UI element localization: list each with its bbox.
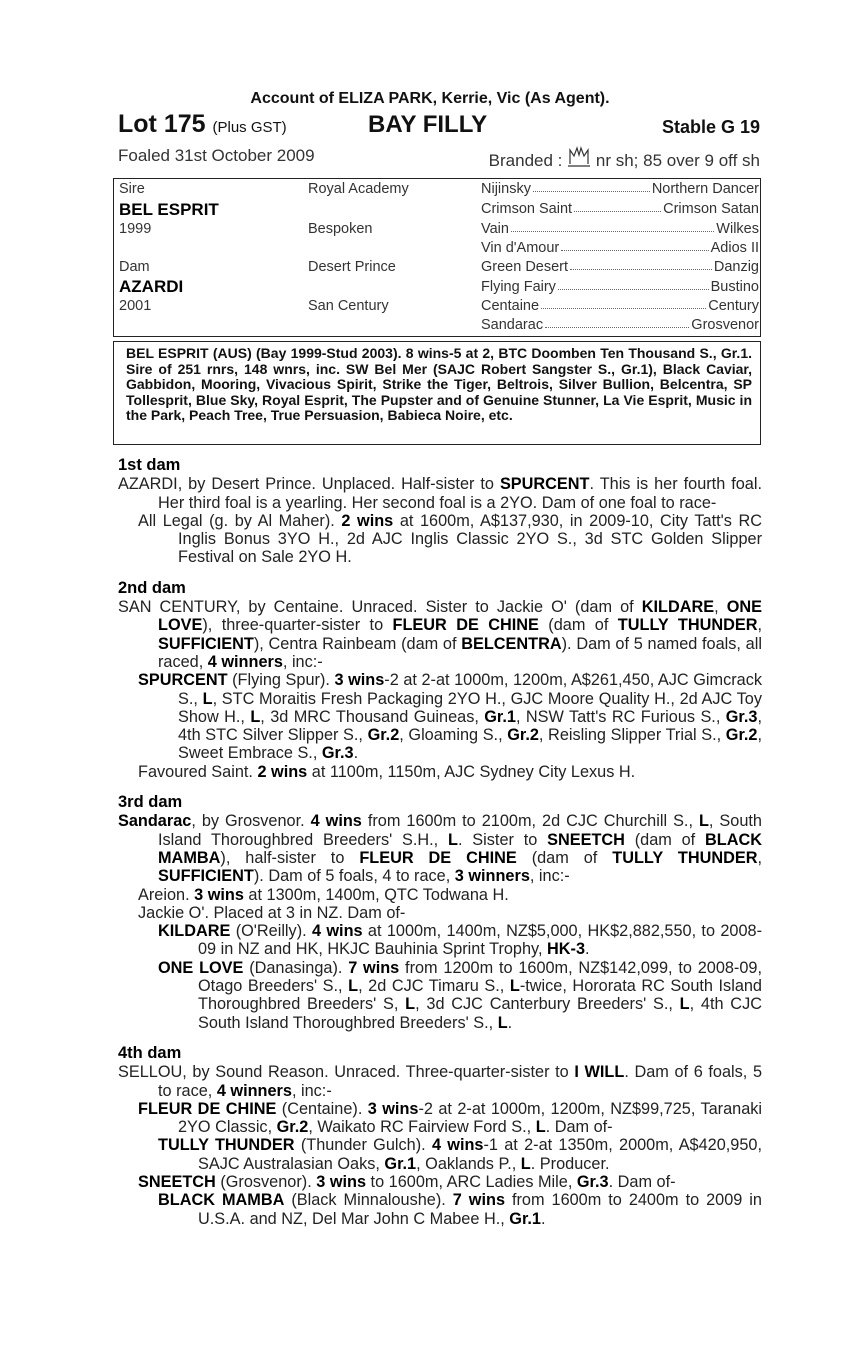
bold-text: 3 wins bbox=[334, 671, 385, 690]
bold-text: 2 wins bbox=[341, 511, 394, 530]
entry-text: , inc:- bbox=[291, 1081, 332, 1100]
family-entry bbox=[118, 1100, 762, 1137]
branded-label: Branded : bbox=[488, 151, 563, 170]
bold-text: L bbox=[509, 977, 520, 996]
entry-text: -2 at 2-at 1000m, 1200m, NZ$99,725, Taranaki 2YO Classic, bbox=[178, 1099, 763, 1137]
g3-left: Vain bbox=[481, 221, 509, 237]
entry-text: , South Island Thoroughbred Breeders' S.H., bbox=[158, 812, 762, 849]
entry-text: from 1200m to 1600m, NZ$142,099, to 2008-09, Otago Breeders' S., bbox=[198, 958, 762, 996]
bold-text: Gr.2 bbox=[507, 726, 539, 745]
entry-text: -2 at 2-at 1000m, 1200m, A$261,450, AJC Gimcrack S., bbox=[178, 671, 762, 708]
entry-text: . Dam of- bbox=[545, 1118, 613, 1137]
foaled-date: Foaled 31st October 2009 bbox=[118, 146, 315, 165]
entry-text: , bbox=[714, 598, 727, 617]
family-entry bbox=[118, 1191, 762, 1228]
entry-text: . bbox=[540, 1209, 546, 1228]
pedigree-g3-row bbox=[481, 298, 759, 314]
bold-text: BLACK MAMBA bbox=[158, 830, 762, 867]
entry-text: , NSW Tatt's RC Furious S., bbox=[515, 707, 726, 726]
bold-text: 4 winners bbox=[216, 1081, 292, 1100]
bold-text: L bbox=[535, 1118, 546, 1137]
entry-text: , Gloaming S., bbox=[399, 726, 508, 745]
g3-right: Wilkes bbox=[716, 221, 759, 237]
g3-left: Green Desert bbox=[481, 259, 569, 275]
entry-text: . Dam of 6 foals, 5 to race, bbox=[158, 1063, 763, 1100]
entry-text: , inc:- bbox=[282, 652, 323, 671]
entry-text: at 1000m, 1400m, NZ$5,000, HK$2,882,550, to 2008-09 in NZ and HK, HKJC Bauhinia Sprint Trophy, bbox=[198, 922, 762, 959]
entry-text: (dam of bbox=[538, 616, 618, 635]
entry-text: (Black Minnaloushe). bbox=[284, 1191, 453, 1210]
entry-text: , 3d MRC Thousand Guineas, bbox=[260, 707, 485, 726]
bold-text: Sandarac bbox=[118, 812, 192, 831]
entry-text: , by Grosvenor. bbox=[191, 812, 311, 831]
entry-text: AZARDI, by Desert Prince. Unplaced. Half-sister to bbox=[118, 475, 500, 494]
entry-text: , STC Moraitis Fresh Packaging 2YO H., GJC Moore Quality H., 2d AJC Toy Show H., bbox=[178, 689, 762, 726]
entry-text: , bbox=[757, 616, 762, 635]
entry-text: . bbox=[507, 1013, 513, 1032]
g3-left: Crimson Saint bbox=[481, 201, 573, 217]
entry-text: Areion. bbox=[138, 885, 195, 904]
branded-marks: nr sh; 85 over 9 off sh bbox=[595, 151, 760, 170]
bold-text: SUFFICIENT bbox=[158, 867, 254, 886]
sire-year: 1999 bbox=[119, 221, 152, 237]
entry-text: ), half-sister to bbox=[220, 848, 360, 867]
family-entry bbox=[118, 886, 762, 904]
dam-sire: Desert Prince bbox=[308, 259, 396, 275]
entry-text: . bbox=[353, 744, 359, 763]
bold-text: BELCENTRA bbox=[461, 634, 562, 653]
bold-text: 3 wins bbox=[367, 1099, 419, 1118]
bold-text: 3 wins bbox=[194, 885, 244, 904]
dam-name: AZARDI bbox=[119, 277, 184, 296]
bold-text: L bbox=[679, 995, 690, 1014]
bold-text: L bbox=[448, 830, 458, 849]
entry-text: at 1300m, 1400m, QTC Todwana H. bbox=[243, 885, 509, 904]
g3-right: Bustino bbox=[710, 279, 759, 295]
g3-right: Crimson Satan bbox=[663, 201, 759, 217]
entry-text: , 3d CJC Canterbury Breeders' S., bbox=[415, 995, 680, 1014]
g3-right: Century bbox=[708, 298, 759, 314]
g3-left: Centaine bbox=[481, 298, 540, 314]
bold-text: 4 winners bbox=[207, 652, 283, 671]
dam-section-heading: 3rd dam bbox=[118, 793, 183, 812]
family-entry bbox=[118, 959, 762, 1032]
dam-year: 2001 bbox=[119, 298, 152, 314]
pedigree-g3-row bbox=[481, 221, 759, 237]
vendor-line: Account of ELIZA PARK, Kerrie, Vic (As Agent). bbox=[250, 90, 610, 107]
entry-text: ). Dam of 5 named foals, all raced, bbox=[158, 634, 762, 671]
bold-text: L bbox=[348, 977, 359, 996]
sire-label: Sire bbox=[119, 181, 145, 197]
g3-right: Northern Dancer bbox=[651, 181, 759, 197]
g3-left: Sandarac bbox=[481, 317, 544, 333]
entry-text: . bbox=[585, 940, 590, 959]
dam-section-heading: 2nd dam bbox=[118, 578, 186, 597]
dam-dam: San Century bbox=[308, 298, 389, 314]
bold-text: 4 wins bbox=[431, 1136, 484, 1155]
bold-text: 4 wins bbox=[311, 922, 363, 941]
crown-brand-icon bbox=[567, 146, 591, 168]
pedigree-table bbox=[113, 178, 761, 337]
bold-text: ONE LOVE bbox=[158, 598, 762, 635]
bold-text: KILDARE bbox=[641, 598, 715, 617]
bold-text: SNEETCH bbox=[138, 1172, 216, 1191]
entry-text: (Centaine). bbox=[276, 1099, 368, 1118]
bold-text: Gr.1 bbox=[509, 1209, 541, 1228]
branded-info bbox=[489, 146, 760, 171]
bold-text: L bbox=[520, 1154, 531, 1173]
g3-left: Vin d'Amour bbox=[481, 240, 560, 256]
pedigree-g3-row bbox=[481, 201, 759, 217]
entry-text: (Grosvenor). bbox=[215, 1172, 317, 1191]
family-entry bbox=[118, 922, 762, 959]
dam-section-heading: 1st dam bbox=[118, 456, 181, 474]
family-entry bbox=[118, 1173, 762, 1191]
bold-text: KILDARE bbox=[158, 922, 231, 941]
bold-text: FLEUR DE CHINE bbox=[359, 848, 517, 867]
bold-text: 2 wins bbox=[257, 762, 308, 781]
sire-dam: Bespoken bbox=[308, 221, 373, 237]
bold-text: Gr.1 bbox=[384, 1154, 417, 1173]
stable-location: Stable G 19 bbox=[661, 117, 760, 137]
lot-gst-note: (Plus GST) bbox=[212, 119, 287, 136]
bold-text: L bbox=[202, 689, 213, 708]
bold-text: L bbox=[250, 707, 261, 726]
entry-text: , inc:- bbox=[529, 867, 570, 886]
bold-text: SPURCENT bbox=[138, 671, 228, 690]
entry-text: (dam of bbox=[516, 848, 613, 867]
g3-left: Flying Fairy bbox=[481, 279, 556, 295]
entry-text: (Danasinga). bbox=[243, 958, 349, 977]
pedigree-g3-row bbox=[481, 240, 759, 256]
entry-text: (Flying Spur). bbox=[227, 671, 335, 690]
lot-label: Lot 175 bbox=[118, 110, 206, 138]
entry-text: . This is her fourth foal. Her third foal is a yearling. Her second foal is a 2YO. Dam of one foal to race- bbox=[158, 475, 762, 512]
entry-text: (Thunder Gulch). bbox=[294, 1136, 432, 1155]
sire-summary: BEL ESPRIT (AUS) (Bay 1999-Stud 2003). 8 wins-5 at 2, BTC Doomben Ten Thousand S., Gr.1. Sire of 251 rnrs, 148 wnrs, inc. SW Bel Mer (SAJC Robert Sangster S., Gr.1), Black Caviar, Gabbidon, Mooring, Vivacious Spirit, Strike the Tiger, Beltrois, Silver Bullion, Belcentra, SP Tollesprit, Blue Sky, Royal Esprit, The Pupster and of Genuine Stunner, La Vie Esprit, Music in the Park, Peach Tree, True Persuasion, Babieca Noire, etc. bbox=[113, 341, 761, 445]
entry-text: , Sweet Embrace S., bbox=[178, 726, 762, 763]
entry-text: -twice, Hororata RC South Island Thoroughbred Breeders' S, bbox=[198, 977, 762, 1014]
entry-text: ), three-quarter-sister to bbox=[202, 616, 393, 635]
g3-left: Nijinsky bbox=[481, 181, 531, 197]
sire-sire: Royal Academy bbox=[308, 181, 409, 197]
bold-text: I WILL bbox=[574, 1063, 625, 1082]
bold-text: SPURCENT bbox=[499, 475, 590, 494]
bold-text: TULLY THUNDER bbox=[158, 1136, 295, 1155]
family-entry bbox=[118, 598, 762, 671]
entry-text: (O'Reilly). bbox=[230, 922, 312, 941]
bold-text: Gr.2 bbox=[367, 726, 400, 745]
entry-text: from 1600m to 2400m to 2009 in U.S.A. and NZ, Del Mar John C Mabee H., bbox=[198, 1191, 762, 1228]
entry-text: -1 at 2-at 1350m, 2000m, A$420,950, SAJC Australasian Oaks, bbox=[198, 1136, 762, 1173]
bold-text: Gr.3 bbox=[576, 1172, 609, 1191]
bold-text: L bbox=[405, 995, 416, 1014]
entry-text: from 1600m to 2100m, 2d CJC Churchill S., bbox=[361, 812, 699, 831]
pedigree-g3-row bbox=[481, 259, 759, 275]
pedigree-g3-row bbox=[481, 317, 759, 333]
bold-text: ONE LOVE bbox=[158, 958, 244, 977]
entry-text: , Reisling Slipper Trial S., bbox=[538, 726, 726, 745]
entry-text: , Waikato RC Fairview Ford S., bbox=[308, 1118, 536, 1137]
bold-text: Gr.2 bbox=[276, 1118, 309, 1137]
family-notes bbox=[118, 456, 762, 1228]
family-entry bbox=[118, 812, 762, 885]
family-entry bbox=[118, 904, 762, 922]
entry-text: Jackie O'. Placed at 3 in NZ. Dam of- bbox=[138, 903, 406, 922]
family-entry bbox=[118, 671, 762, 762]
horse-description: BAY FILLY bbox=[368, 111, 488, 138]
family-entry bbox=[118, 475, 762, 512]
entry-text: ), Centra Rainbeam (dam of bbox=[253, 634, 462, 653]
entry-text: at 1100m, 1150m, AJC Sydney City Lexus H. bbox=[307, 762, 636, 781]
entry-text: , 4th CJC South Island Thoroughbred Breeders' S., bbox=[198, 995, 762, 1032]
g3-right: Grosvenor bbox=[691, 317, 759, 333]
family-entry bbox=[118, 1136, 762, 1173]
bold-text: 4 wins bbox=[310, 812, 362, 831]
entry-text: to 1600m, ARC Ladies Mile, bbox=[366, 1172, 577, 1191]
bold-text: SNEETCH bbox=[547, 830, 625, 849]
family-entry bbox=[118, 1063, 762, 1100]
bold-text: Gr.1 bbox=[484, 707, 516, 726]
entry-text: at 1600m, A$137,930, in 2009-10, City Tatt's RC Inglis Bonus 3YO H., 2d AJC Inglis Classic 2YO S., 3d STC Golden Slipper Festival on Sale 2YO H. bbox=[178, 511, 762, 567]
bold-text: FLEUR DE CHINE bbox=[392, 616, 539, 635]
bold-text: 7 wins bbox=[348, 958, 400, 977]
bold-text: L bbox=[698, 812, 709, 831]
dam-section-heading: 4th dam bbox=[118, 1043, 182, 1062]
entry-text: SAN CENTURY, by Centaine. Unraced. Sister to Jackie O' (dam of bbox=[118, 598, 642, 617]
bold-text: L bbox=[497, 1013, 508, 1032]
bold-text: SUFFICIENT bbox=[158, 634, 254, 653]
entry-text: , 4th STC Silver Slipper S., bbox=[178, 707, 762, 745]
entry-text: ). Dam of 5 foals, 4 to race, bbox=[253, 867, 455, 886]
dam-label: Dam bbox=[119, 259, 150, 275]
entry-text: Favoured Saint. bbox=[138, 762, 258, 781]
bold-text: Gr.2 bbox=[725, 726, 758, 745]
bold-text: HK-3 bbox=[547, 940, 586, 959]
entry-text: , 2d CJC Timaru S., bbox=[358, 977, 510, 996]
bold-text: FLEUR DE CHINE bbox=[138, 1099, 277, 1118]
bold-text: Gr.3 bbox=[321, 744, 354, 763]
pedigree-g3-row bbox=[481, 279, 759, 295]
entry-text: (dam of bbox=[624, 830, 706, 849]
bold-text: TULLY THUNDER bbox=[617, 616, 758, 635]
bold-text: 3 wins bbox=[316, 1172, 367, 1191]
entry-text: SELLOU, by Sound Reason. Unraced. Three-quarter-sister to bbox=[118, 1063, 575, 1082]
lot-number bbox=[118, 110, 287, 139]
family-entry bbox=[118, 512, 762, 567]
entry-text: . Producer. bbox=[530, 1154, 610, 1173]
family-entry bbox=[118, 763, 762, 781]
bold-text: TULLY THUNDER bbox=[612, 848, 758, 867]
bold-text: Gr.3 bbox=[725, 707, 758, 726]
entry-text: . Dam of- bbox=[608, 1172, 676, 1191]
entry-text: . Sister to bbox=[457, 830, 548, 849]
g3-right: Adios II bbox=[710, 240, 759, 256]
entry-text: , bbox=[757, 848, 762, 867]
entry-text: All Legal (g. by Al Maher). bbox=[138, 511, 342, 530]
sire-name: BEL ESPRIT bbox=[119, 200, 219, 219]
g3-right: Danzig bbox=[713, 259, 759, 275]
entry-text: , Oaklands P., bbox=[416, 1154, 521, 1173]
pedigree-g3-row bbox=[481, 181, 759, 197]
bold-text: 7 wins bbox=[452, 1191, 505, 1210]
bold-text: BLACK MAMBA bbox=[158, 1191, 285, 1210]
bold-text: 3 winners bbox=[454, 867, 530, 886]
